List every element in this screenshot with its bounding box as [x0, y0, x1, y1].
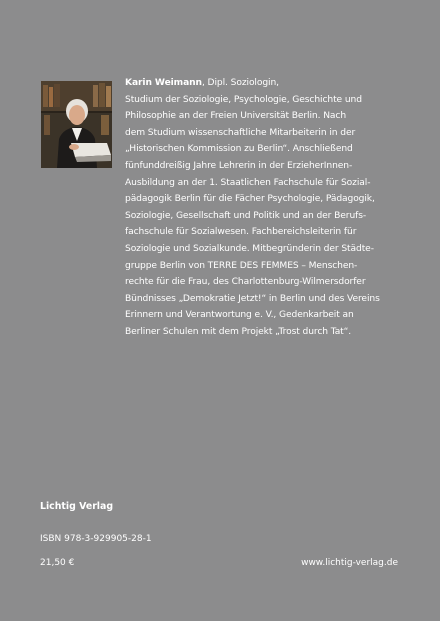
bio-line: fünfunddreißig Jahre Lehrerin in der ErzieherInnen- [125, 160, 353, 171]
bio-line: rechte für die Frau, des Charlottenburg-Wilmersdorfer [125, 277, 366, 288]
price: 21,50 € [40, 558, 75, 568]
author-photo [41, 81, 112, 168]
author-heading-line [125, 75, 410, 92]
bio-line: pädagogik Berlin für die Fächer Psychologie, Pädagogik, [125, 194, 375, 205]
publisher-website: www.lichtig-verlag.de [301, 558, 398, 568]
author-bio [125, 75, 410, 341]
bio-line: fachschule für Sozialwesen. Fachbereichsleiterin für [125, 227, 357, 238]
bio-line: Bündnisses „Demokratie Jetzt!“ in Berlin und des Vereins [125, 293, 380, 304]
bio-line: Soziologie und Sozialkunde. Mitbegründerin der Städte- [125, 243, 374, 254]
bio-line: gruppe Berlin von TERRE DES FEMMES – Menschen- [125, 260, 358, 271]
bio-line: „Historischen Kommission zu Berlin“. Anschließend [125, 144, 353, 155]
bio-line: Berliner Schulen mit dem Projekt „Trost durch Tat“. [125, 326, 352, 337]
isbn-number: ISBN 978-3-929905-28-1 [40, 534, 152, 544]
author-name: Karin Weimann [125, 78, 202, 88]
author-title: , Dipl. Soziologin, [201, 78, 279, 88]
bio-line: Erinnern und Verantwortung e. V., Gedenkarbeit an [125, 310, 354, 321]
bio-line: dem Studium wissenschaftliche Mitarbeiterin in der [125, 127, 356, 138]
author-portrait-image [41, 81, 112, 168]
bio-line: Philosophie an der Freien Universität Berlin. Nach [125, 111, 347, 122]
publisher-name: Lichtig Verlag [40, 501, 114, 512]
bio-line: Ausbildung an der 1. Staatlichen Fachschule für Sozial- [125, 177, 371, 188]
bio-line: Studium der Soziologie, Psychologie, Geschichte und [125, 94, 362, 105]
bio-line: Soziologie, Gesellschaft und Politik und an der Berufs- [125, 210, 367, 221]
